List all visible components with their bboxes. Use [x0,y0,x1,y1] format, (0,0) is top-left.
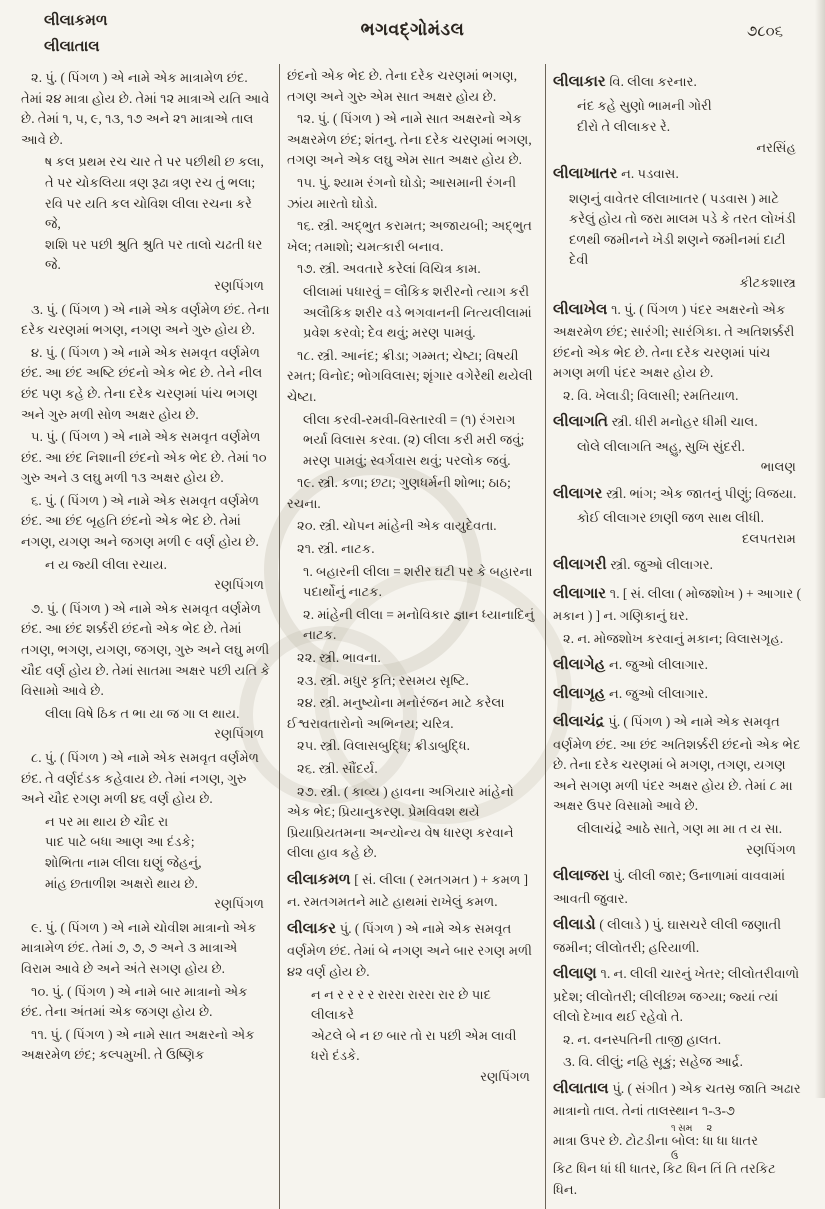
citation-source: રણપિંગળ [746,841,796,857]
citation-source: રણપિંગળ [214,726,264,742]
dictionary-entry: છંદનો એક ભેદ છે. તેના દરેક ચરણમાં ભગણ, તગણ અને ગુરુ એમ સાત અક્ષર હોય છે. [287,68,518,104]
dictionary-entry: ૩. પું. ( પિંગળ ) એ નામે એક વર્ણમેળ છંદ. તેના દરેક ચરણમાં ભગણ, નગણ અને ગુરુ હોય છે. [21,301,270,338]
headword: લીલાડો [553,917,600,934]
dictionary-entry: ૨૭. સ્ત્રી. ( કાવ્ય ) હાવના અગિયાર માંહેનો એક ભેદ; પ્રિયાનુકરણ. પ્રેમવિવશ થયે પ્રિયાપ્રિયતમના અન્યોન્ય વેષ ધારણ કરવાને લીલા હાવ કહે છે. [287,783,514,861]
verse-quote: ન ય જ્યી લીલા રચાય. [45,556,167,572]
headword: લીલાણ [553,966,601,983]
dictionary-entry: ૧૨. પું. ( પિંગળ ) એ નામે સાત અક્ષરનો એક અક્ષરમેળ છંદ; શંતનુ. તેના દરેક ચરણમાં ભગણ, તગણ અને એક લઘુ એમ સાત અક્ષર હોય છે. [287,111,532,168]
headword: લીલાગરી [553,557,611,574]
dictionary-entry: ૪. પું. ( પિંગળ ) એ નામે એક સમવૃત વર્ણમેળ છંદ. આ છંદ અષ્ટિ છંદનો એક ભેદ છે. તેને નીલ છંદ પણ કહે છે. તેના દરેક ચરણમાં પાંચ ભગણ અને ગુરુ મળી સોળ અક્ષર હોય છે. [21,344,263,422]
verse-quote: ન પર મા થાય છે ચૌદ રા પાદ પાટે બધા આણ આ દંડકે; શોભિતા નામ લીલા ઘણું જેહનું, માંહ છતાળીશ અક્ષરો થાય છે. [45,813,202,891]
page-header [14,6,811,64]
headword: લીલાગૃહ [553,685,610,702]
dictionary-entry: ૧૮. સ્ત્રી. આનંદ; ક્રીડા; ગમ્મત; ચેષ્ટા; વિષયી રમત; વિનોદ; ભોગવિલાસ; શૃંગાર વગેરેથી થયેલી ચેષ્ટા. [287,347,533,404]
citation-source: રણપિંગળ [214,277,264,293]
guide-word-bottom: લીલાતાલ [44,39,100,56]
headword-entry: લીલાગૃહ ન. જુઓ લીલાગાર. [553,685,708,702]
headword: લીલાકર [287,920,340,937]
citation-source: રણપિંગળ [214,896,264,912]
guide-word-top: લીલાકમળ [44,13,108,29]
headword-entry: લીલાગરી સ્ત્રી. જુઓ લીલાગર. [553,557,713,574]
headword-entry: લીલાતાલ પું. ( સંગીત ) એક ચતસ્ર જાતિ અઢાર માત્રાનો તાલ. તેનાં તાલસ્થાન ૧-૩-૭ [553,1080,801,1119]
headword: લીલાખાતર [553,166,622,183]
dictionary-entry: ૨૪. સ્ત્રી. મનુષ્યોના મનોરંજન માટે કરેલા ઈશ્વરાવતારોનો અભિનય; ચરિત્ર. [287,695,505,731]
dictionary-entry: લીલામાં પધારવું = લૌકિક શરીરનો ત્યાગ કરી અલૌકિક શરીર વડે ભગવાનની નિત્યલીલામાં પ્રવેશ કરવો; દેવ થવું; મરણ પામવું. [303,283,532,341]
dictionary-entry: ૨. માંહેની લીલા = મનોવિકાર જ્ઞાન ધ્યાનાદિનું નાટક. [303,606,535,643]
citation-source: કીટકશાસ્ત્ર [739,274,796,290]
headword: લીલાગાર [553,585,610,602]
dictionary-entry: ૧૬. સ્ત્રી. અદ્ભુત કરામત; અજાયબી; અદ્ભુત ખેલ; તમાશો; ચમત્કારી બનાવ. [287,218,532,254]
dictionary-entry: ૯. પું. ( પિંગળ ) એ નામે ચોવીશ માત્રાનો એક માત્રામેળ છંદ. તેમાં ૭, ૭, ૭ અને ૩ માત્રાએ વિરામ આવે છે અને અંતે સગણ હોય છે. [21,919,257,976]
verse-quote: નંદ કહે સુણો ભામની ગોરી દીરો તે લીલાકર રે. [577,98,712,134]
headword-entry: લીલાકર પું. ( પિંગળ ) એ નામે એક સમવૃત વર્ણમેળ છંદ. તેમાં બે નગણ અને બાર રગણ મળી ૪૨ વર્ણ હોય છે. [287,920,533,979]
headword: લીલાગર [553,485,607,502]
dictionary-entry: ૨. પું. ( પિંગળ ) એ નામે એક માત્રામેળ છંદ. તેમાં ૨૪ માત્રા હોય છે. તેમાં ૧૨ માત્રાએ યતિ આવે છે. તેમાં ૧, ૫, ૯, ૧૩, ૧૭ અને ૨૧ માત્રાએ તાલ આવે છે. [21,70,270,147]
citation-source: નરસિંહ [756,139,796,155]
headword-entry: લીલાકાર વિ. લીલા કરનાર. [553,74,697,90]
dictionary-entry: ૫. પું. ( પિંગળ ) એ નામે એક સમવૃત વર્ણમેળ છંદ. આ છંદ નિશાની છંદનો એક ભેદ છે. તેમાં ૧૦ ગુરુ અને ૩ લઘુ મળી ૧૩ અક્ષર હોય છે. [21,429,267,486]
citation-source: રણપિંગળ [214,577,264,593]
dictionary-entry: ઉ [671,1151,679,1162]
scan-edge-shade [815,0,825,1098]
headword-entry: લીલાગર સ્ત્રી. ભાંગ; એક જાતનું પીણું; વિજયા. [553,485,797,502]
headword-entry: લીલાજરા પું. લીલી જાર; ઉનાળામાં વાવવામાં આવતી જુવાર. [553,868,786,906]
headword: લીલાગતિ [553,414,612,431]
dictionary-entry: ૨. ન. મોજશોખ કરવાનું મકાન; વિલાસગૃહ. [563,630,784,646]
headword: લીલાગેહ [553,657,610,674]
column-1 [14,64,279,1209]
dictionary-entry: ૨. વિ. ખેલાડી; વિલાસી; રમતિયાળ. [563,387,739,403]
text-columns [14,64,811,1209]
headword: લીલાકાર [553,74,610,90]
headword-entry: લીલાચંદ્ર પું. ( પિંગળ ) એ નામે એક સમવૃત વર્ણમેળ છંદ. આ છંદ અતિશર્ક્કરી છંદનો એક ભેદ છે. તેના દરેક ચરણમાં બે મગણ, તગણ, યગણ અને સગણ મળી પંદર અક્ષર હોય છે. તેમાં ૮ મા અક્ષર ઉપર વિસામો આવે છે. [553,714,801,814]
dictionary-entry: કિટ ધિન ધાં ધી ધાતર, કિટ ધિન તિં તિ તરકિટ ધિન. [553,1161,776,1197]
headword: લીલાચંદ્ર [553,714,609,731]
headword-entry: લીલાગેહ ન. જુઓ લીલાગાર. [553,657,708,674]
dictionary-entry: ૨૬. સ્ત્રી. સૌંદર્ય. [297,761,378,776]
citation-source: ભાલણ [760,459,796,475]
dictionary-entry: માત્રા ઉપર છે. ટોટડીના બોલ: ધા ધા ધાતર [553,1133,759,1149]
headword: લીલાકમળ [287,871,355,888]
headword-entry: લીલાડો ( લીલાડે ) પું. ઘાસચરે લીલી જણાતી જમીન; લીલોતરી; હરિયાળી. [553,917,782,955]
verse-quote: લીલા વિષે ઠિક ત ભા યા જ ગા લ થાય. [45,705,240,721]
headword-entry: લીલાકમળ [ સં. લીલા ( રમતગમત ) + કમળ ] ન. રમતગમતને માટે હાથમાં રાખેલું કમળ. [287,871,529,910]
dictionary-entry: ૨. ન. વનસ્પતિની તાજી હાલત. [563,1031,722,1047]
dictionary-entry: ૬. પું. ( પિંગળ ) એ નામે એક સમવૃત વર્ણમેળ છંદ. આ છંદ બૃહતિ છંદનો એક ભેદ છે. તેમાં નગણ, યગણ અને જગણ મળી ૯ વર્ણ હોય છે. [21,492,260,550]
dictionary-entry: ૧ સમ ૨ [671,1123,713,1134]
headword: લીલાતાલ [553,1080,613,1097]
verse-quote: ન ન ર ર ર ર રારરા રારરા રાર છે પાદ લીલાકરે એટલે બે ન છ બાર તો રા પછી એમ લાવી ધરો દંડકે. [311,986,517,1064]
headword-entry: લીલાખાતર ન. પડવાસ. [553,166,679,183]
citation-source: દલપતરામ [741,530,796,546]
dictionary-entry: ૨૩. સ્ત્રી. મધુર કૃતિ; રસમય સૃષ્ટિ. [297,672,469,688]
verse-quote: લીલાચંદ્રે આઠે સાતે, ગણ મા મા ત ય સા. [577,820,783,836]
dictionary-entry: ૨૫. સ્ત્રી. વિલાસબુદ્ધિ; ક્રીડાબુદ્ધિ. [297,738,470,754]
page-number: ૭૮૦૬ [746,24,783,40]
guide-words [44,8,108,61]
dictionary-entry: ૨૦. સ્ત્રી. ચોપન માંહેની એક વાયુદેવતા. [297,518,497,534]
column-3 [545,64,811,1209]
dictionary-entry: ૧૫. પું. શ્યામ રંગનો ઘોડો; આસમાની રંગની ઝાંય મારતો ઘોડો. [287,174,517,211]
dictionary-entry: લીલા કરવી-રમવી-વિસ્તારવી = (૧) રંગરાગ ભર્યા વિલાસ કરવા. (૨) લીલા કરી મરી જવું; મરણ પામવું; સ્વર્ગવાસ થવું; પરલોક જવું. [303,411,525,468]
headword-entry: લીલાખેલ ૧. પું. ( પિંગળ ) પંદર અક્ષરનો એક અક્ષરમેળ છંદ; સારંગી; સારંગિકા. તે અતિશર્ક્કરી છંદનો એક ભેદ છે. તેના દરેક ચરણમાં પાંચ મગણ મળી પંદર અક્ષર હોય છે. [553,301,795,381]
headword-entry: લીલાગતિ સ્ત્રી. ધીરી મનોહર ધીમી ચાલ. [553,414,758,431]
dictionary-entry: ૧૧. પું. ( પિંગળ ) એ નામે સાત અક્ષરનો એક અક્ષરમેળ છંદ; કલ્પમુખી. તે ઉષ્ણિક [21,1026,255,1063]
headword: લીલાજરા [553,868,614,885]
book-title: ભગવદ્ગોમંડલ [360,19,465,39]
dictionary-entry: ૧૭. સ્ત્રી. અવતારે કરેલાં વિચિત્ર કામ. [297,261,481,277]
dictionary-entry: ૧. બહારની લીલા = શરીર ઘટી પર કે બહારના પદાર્થોનું નાટક. [303,563,533,600]
dictionary-entry: ૧૦. પું. ( પિંગળ ) એ નામે બાર માત્રાનો એક છંદ. તેના અંતમાં એક જગણ હોય છે. [21,983,248,1020]
dictionary-entry: ૩. વિ. લીલું; નહિ સૂકું; સહેજ આર્દ્ર. [563,1054,743,1070]
verse-quote: લોલે લીલાગતિ અહુ, સુખિ સુંદરી. [577,438,745,454]
verse-quote: કોઈ લીલાગર છાણી જળ સાથ લીધી. [577,510,764,526]
dictionary-entry: ૨૧. સ્ત્રી. નાટક. [297,541,375,557]
dictionary-entry: ૧૯. સ્ત્રી. કળા; છટા; ગુણધર્મની શોભા; ઠાઠ; રચના. [287,475,511,511]
dictionary-entry: ૭. પું. ( પિંગળ ) એ નામે એક સમવૃત વર્ણમેળ છંદ. આ છંદ શર્ક્કરી છંદનો એક ભેદ છે. તેમાં તગણ, ભગણ, યગણ, જગણ, ગુરુ અને લઘુ મળી ચૌદ વર્ણ હોય છે. તેમાં સાતમા અક્ષર પછી યતિ કે વિસામો આવે છે. [21,600,270,699]
verse-quote: ષ કલ પ્રથમ રચ ચાર તે પર પછીથી છ કલા, તે પર ચોકલિયા ત્રણ રૂઢા ત્રણ રચ તું ભલા; રવિ પર યતિ કલ ચોવિશ લીલા રચના કરે જે, શશિ પર પછી શ્રુતિ શ્રુતિ પર તાલો ચઢતી ધર જે. [45,154,264,273]
citation-source: રણપિંગળ [480,1068,530,1084]
headword: લીલાખેલ [553,301,612,318]
dictionary-entry: ૨૨. સ્ત્રી. ભાવના. [297,650,381,666]
headword-entry: લીલાણ ૧. ન. લીલી ચારનું ખેતર; લીલોતરીવાળો પ્રદેશ; લીલોતરી; લીલીછમ જગ્યા; જ્યાં ત્યાં લીલો દેખાવ થઈ રહેવો તે. [553,966,800,1025]
headword-entry: લીલાગાર ૧. [ સં. લીલા ( મોજશોખ ) + આગાર ( મકાન ) ] ન. ગણિકાનું ઘર. [553,585,801,624]
dictionary-entry: ૮. પું. ( પિંગળ ) એ નામે એક સમવૃત વર્ણમેળ છંદ. તે વર્ણદંડક કહેવાય છે. તેમાં નગણ, ગુરુ અને ચૌદ રગણ મળી ૪૬ વર્ણ હોય છે. [21,750,260,807]
dictionary-entry: શણનું વાવેતર લીલાખાતર ( પડવાસ ) માટે કરેલું હોય તો જરા માલમ પડે કે તરત લોખંડી દળથી જમીનને ખેડી શણને જમીનમાં દાટી દેવી [569,190,796,268]
column-2 [279,64,545,1209]
